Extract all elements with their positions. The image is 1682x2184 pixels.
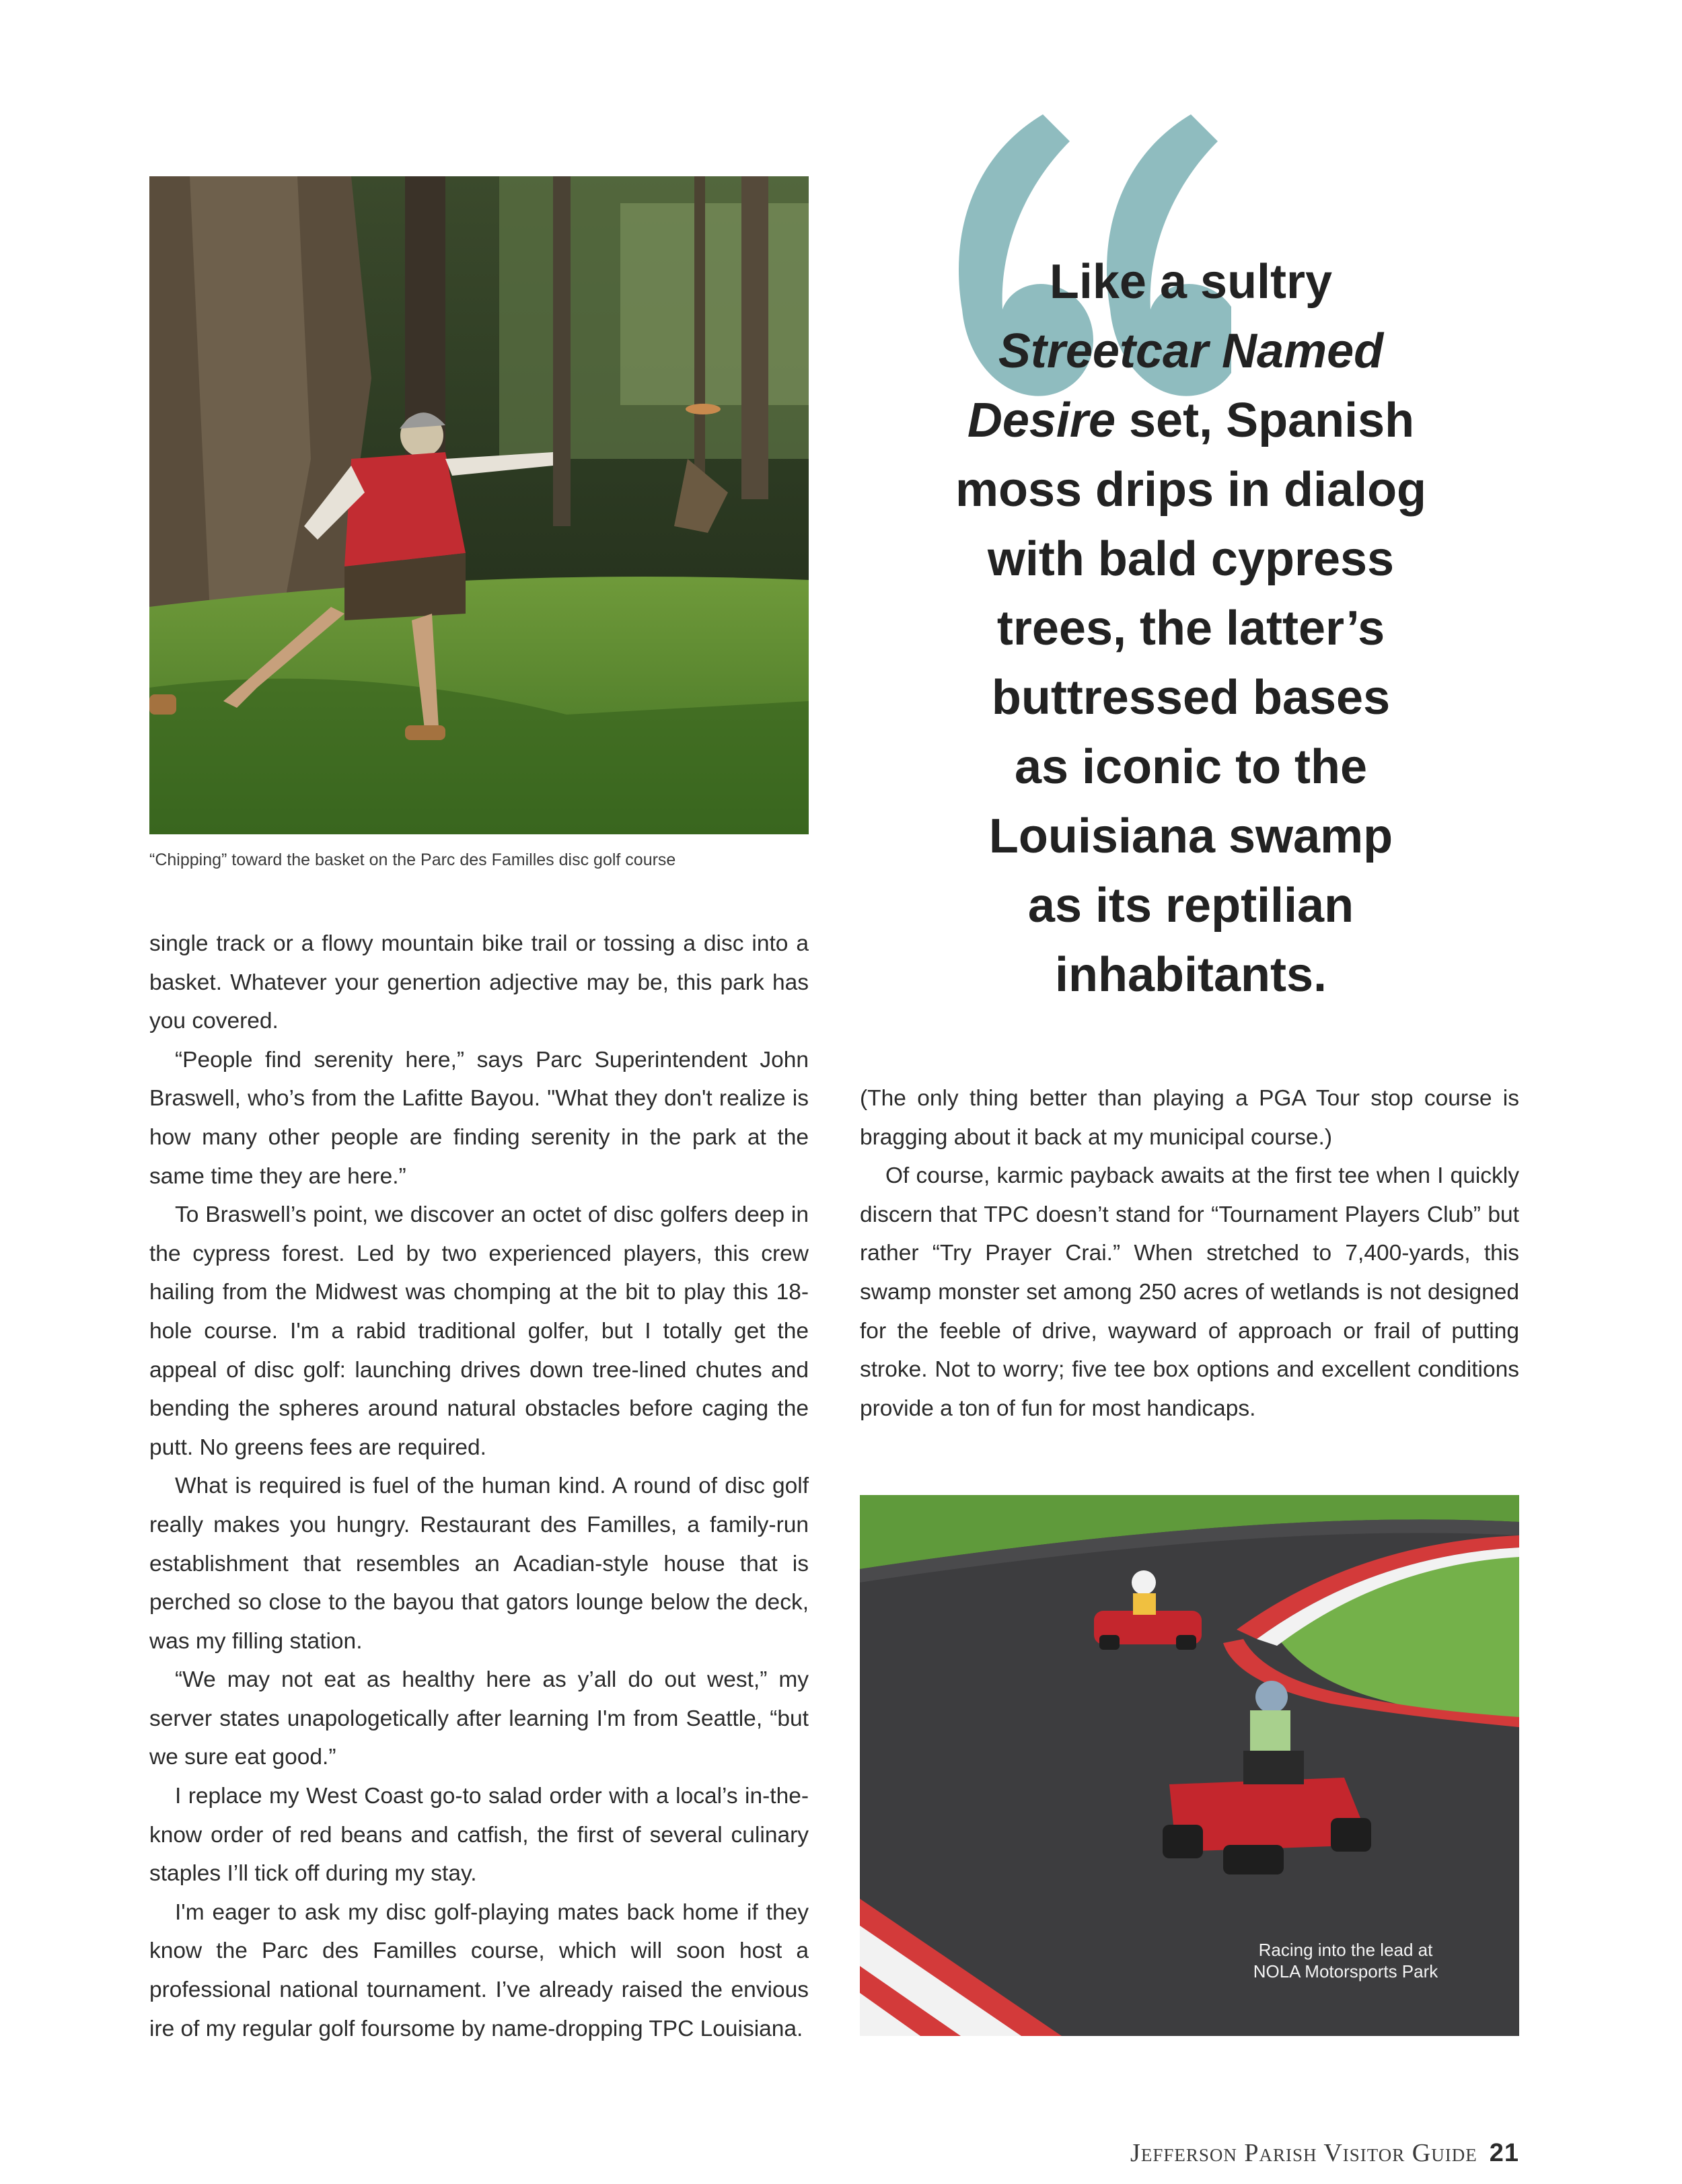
disc-golf-caption: “Chipping” toward the basket on the Parc des Familles disc golf course (149, 850, 676, 869)
pull-quote-line: trees, the latter’s (996, 602, 1385, 655)
disc-golf-photo-illustration (149, 176, 809, 834)
pull-quote-line: with bald cypress (987, 532, 1395, 586)
pull-quote-line (922, 386, 1460, 456)
paragraph: single track or a flowy mountain bike trail or tossing a disc into a basket. Whatever your genertion adjective may be, this park has you covered. (149, 931, 809, 1034)
paragraph: What is required is fuel of the human kind. A round of disc golf really makes you hungry. Restaurant des Familles, a family-run establishment that resembles an Acadian-style house that is perched so close to the bayou that gators lounge below the deck, was my filling station. (149, 1473, 809, 1654)
pull-quote-line: buttressed bases (991, 671, 1391, 725)
paragraph: To Braswell’s point, we discover an octet of disc golfers deep in the cypress forest. Led by two experienced players, this crew hailing from the Midwest was chomping at the bit to play this 18-hole course. I'm a rabid traditional golfer, but I totally get the appeal of disc golf: launching drives down tree-lined chutes and bending the spheres around natural obstacles before caging the putt. No greens fees are required. (149, 1202, 809, 1460)
pull-quote-line: Like a sultry (1049, 255, 1333, 309)
paragraph: I replace my West Coast go-to salad order with a local’s in-the-know order of red beans and catfish, the first of several culinary staples I’ll tick off during my stay. (149, 1784, 809, 1887)
go-kart-caption-line: Racing into the lead at (1258, 1940, 1433, 1960)
go-kart-caption (1211, 1939, 1480, 1982)
pull-quote-line: inhabitants. (1054, 948, 1327, 1002)
pull-quote-line: Streetcar Named (998, 324, 1384, 378)
pull-quote (922, 248, 1460, 1010)
left-column-text (149, 924, 809, 2048)
pull-quote-italic: Desire (967, 394, 1116, 447)
page-number: 21 (1489, 2139, 1519, 2167)
paragraph: “People find serenity here,” says Parc Superintendent John Braswell, who’s from the Lafitte Bayou. "What they don't realize is how many other people are finding serenity in the park at the same time they are here.” (149, 1047, 809, 1189)
right-column-text (860, 1079, 1519, 1428)
go-kart-caption-line: NOLA Motorsports Park (1253, 1961, 1438, 1981)
publication-title: Jefferson Parish Visitor Guide (1130, 2139, 1477, 2167)
paragraph: “We may not eat as healthy here as y’all do out west,” my server states unapologetically after learning I'm from Seattle, “but we sure eat good.” (149, 1667, 809, 1770)
paragraph: Of course, karmic payback awaits at the first tee when I quickly discern that TPC doesn’t stand for “Tournament Players Club” but rather “Try Prayer Crai.” When stretched to 7,400-yards, this swamp monster set among 250 acres of wetlands is not designed for the feeble of drive, wayward of approach or frail of putting stroke. Not to worry; five tee box options and excellent conditions provide a ton of fun for most handicaps. (860, 1163, 1519, 1421)
pull-quote-line: moss drips in dialog (955, 463, 1427, 517)
page-footer (875, 2138, 1519, 2168)
pull-quote-text: set, Spanish (1116, 394, 1415, 447)
pull-quote-line: as iconic to the (1014, 740, 1368, 794)
paragraph: (The only thing better than playing a PGA Tour stop course is bragging about it back at my municipal course.) (860, 1086, 1519, 1150)
pull-quote-line: as its reptilian (1027, 879, 1354, 933)
paragraph: I'm eager to ask my disc golf-playing mates back home if they know the Parc des Familles course, which will soon host a professional national tournament. I’ve already raised the envious ire of my regular golf foursome by name-dropping TPC Louisiana. (149, 1899, 809, 2041)
pull-quote-line: Louisiana swamp (988, 809, 1393, 863)
disc-golf-photo (149, 176, 809, 834)
